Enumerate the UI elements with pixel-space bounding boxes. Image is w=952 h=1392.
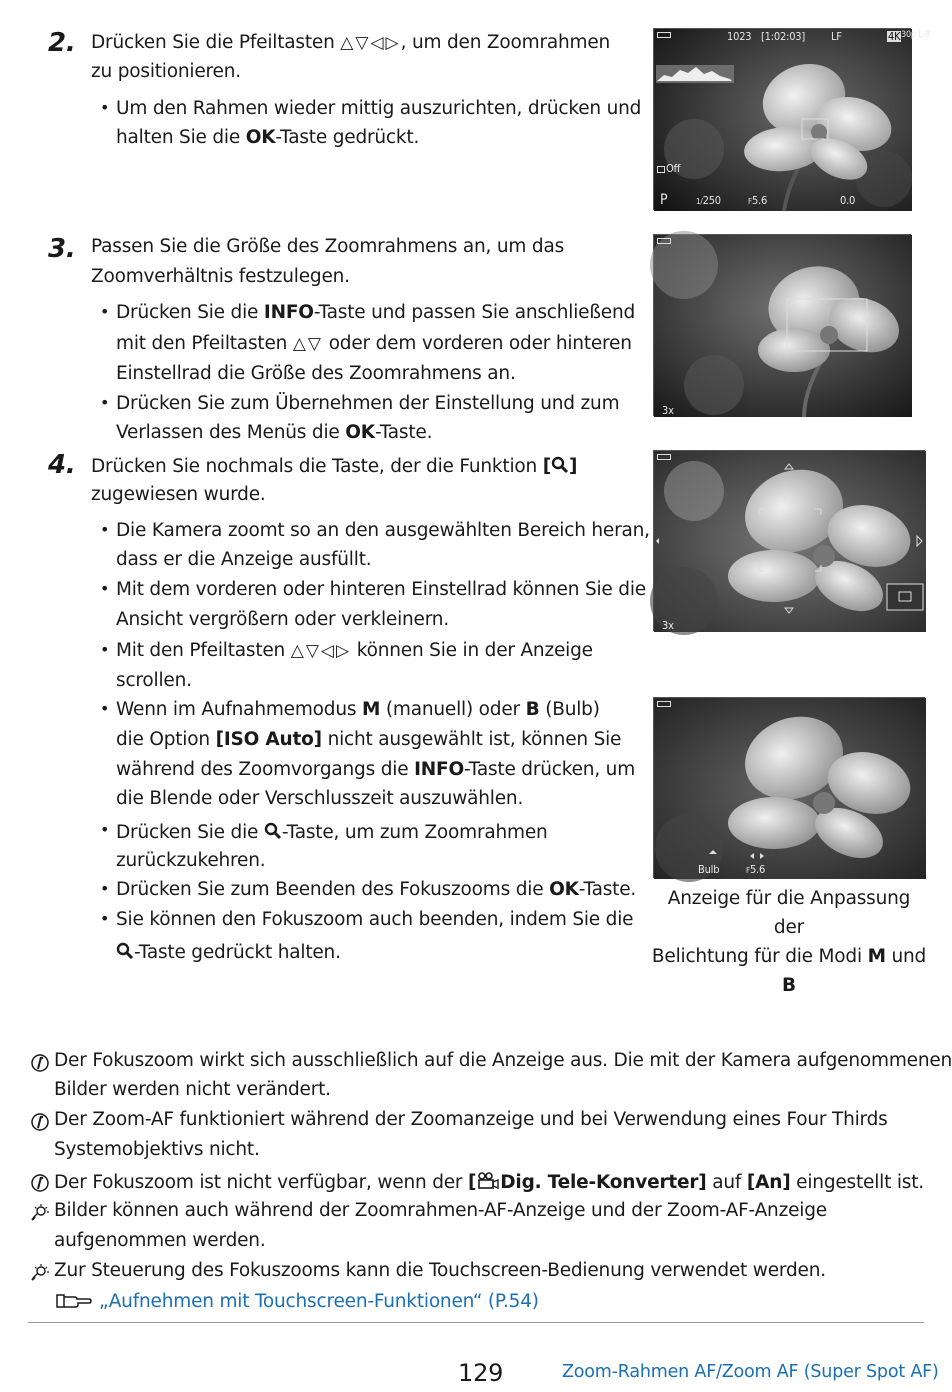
- page-number: 129: [458, 1359, 504, 1387]
- step-4-bullet-5: • Drücken Sie die -Taste, um zum Zoomrahmen: [116, 822, 548, 843]
- step-4-bullet-7-cont: -Taste gedrückt halten.: [116, 942, 341, 963]
- tip-icon: [30, 1263, 50, 1283]
- note-3: Der Fokuszoom ist nicht verfügbar, wenn der [ Dig. Tele-Konverter] auf [An] eingestellt ist.: [54, 1172, 924, 1193]
- camera-screen-zoomed: [653, 450, 925, 631]
- battery-icon: [657, 454, 671, 460]
- aperture-value: F5.6: [746, 863, 766, 876]
- step-4-bullet-4-cont3: die Blende oder Verschlusszeit auszuwählen.: [116, 788, 524, 809]
- caution-icon: [30, 1053, 50, 1073]
- step-4-bullet-3: • Mit den Pfeiltasten △▽◁▷ können Sie in der Anzeige: [116, 642, 593, 661]
- reference-hand-icon: [56, 1292, 92, 1310]
- tip-2: Zur Steuerung des Fokuszooms kann die Touchscreen-Bedienung verwendet werden.: [54, 1260, 826, 1281]
- step-4-bullet-5-cont: zurückzukehren.: [116, 850, 266, 871]
- stabilizer-icon: [657, 166, 665, 173]
- magnify-icon: [551, 456, 569, 474]
- arrow-keys-icon: △▽◁▷: [290, 641, 352, 661]
- battery-icon: [657, 32, 671, 38]
- stabilizer-off-indicator: Off: [657, 163, 680, 174]
- shooting-mode: P: [660, 192, 668, 208]
- note-2-line-2: Systemobjektivs nicht.: [54, 1139, 260, 1160]
- caution-icon: [30, 1173, 50, 1193]
- footer-divider: [28, 1322, 924, 1323]
- exposure-compensation: 0.0: [840, 194, 856, 207]
- step-3-line-1: Passen Sie die Größe des Zoomrahmens an, um das: [91, 236, 565, 257]
- step-2-bullet-1: • Um den Rahmen wieder mittig auszurichten, drücken und: [116, 100, 641, 119]
- camera-screen-exposure: [653, 697, 925, 878]
- shutter-speed: 1/250: [696, 194, 721, 207]
- aperture-value: F5.6: [748, 194, 768, 207]
- camera-screen-zoom-frame: [653, 28, 931, 210]
- step-number-2: 2.: [48, 28, 76, 58]
- recording-time: [1:02:03]: [761, 30, 806, 43]
- step-4-bullet-7: • Sie können den Fokuszoom auch beenden, indem Sie die: [116, 911, 633, 930]
- tip-1-line-1: Bilder können auch während der Zoomrahmen-AF-Anzeige und der Zoom-AF-Anzeige: [54, 1200, 827, 1221]
- section-title[interactable]: Zoom-Rahmen AF/Zoom AF (Super Spot AF): [562, 1362, 939, 1382]
- bulb-indicator: Bulb: [698, 863, 720, 876]
- battery-icon: [657, 238, 671, 244]
- image-quality: LF: [831, 30, 842, 43]
- touchscreen-reference-link[interactable]: „Aufnehmen mit Touchscreen-Funktionen“ (P.54): [99, 1291, 539, 1312]
- step-2-bullet-1-cont: halten Sie die OK-Taste gedrückt.: [116, 127, 420, 148]
- zoom-ratio: 3x: [662, 619, 674, 632]
- step-4-bullet-1: • Die Kamera zoomt so an den ausgewählten Bereich heran,: [116, 522, 650, 541]
- step-number-3: 3.: [48, 234, 76, 264]
- arrow-keys-icon: △▽: [292, 334, 323, 354]
- caution-icon: [30, 1112, 50, 1132]
- step-4-bullet-4-cont: die Option [ISO Auto] nicht ausgewählt ist, können Sie: [116, 729, 622, 750]
- note-2-line-1: Der Zoom-AF funktioniert während der Zoomanzeige und bei Verwendung eines Four Thirds: [54, 1109, 888, 1130]
- step-3-line-2: Zoomverhältnis festzulegen.: [91, 266, 350, 287]
- step-4-bullet-4: • Wenn im Aufnahmemodus M (manuell) oder B (Bulb): [116, 701, 600, 720]
- movie-camera-icon: [476, 1172, 500, 1190]
- shot-count: 1023: [727, 30, 752, 43]
- magnify-icon: [116, 942, 134, 960]
- step-2-line-1: Drücken Sie die Pfeiltasten △▽◁▷, um den Zoomrahmen: [91, 32, 611, 53]
- step-4-bullet-3-cont: scrollen.: [116, 670, 192, 691]
- battery-icon: [657, 701, 671, 707]
- flower-photo: [654, 29, 912, 211]
- step-3-bullet-1-cont: mit den Pfeiltasten △▽ oder dem vorderen oder hinteren: [116, 333, 632, 354]
- flower-photo: [654, 698, 926, 879]
- step-3-bullet-1-cont2: Einstellrad die Größe des Zoomrahmens an.: [116, 363, 516, 384]
- flower-photo: [654, 235, 912, 417]
- screen-caption: Anzeige für die Anpassung der Belichtung für die Modi M und B: [651, 888, 927, 996]
- video-quality-badge: 4K: [888, 30, 901, 43]
- arrow-keys-icon: △▽◁▷: [340, 33, 401, 53]
- video-frame-rate: 30p L-8: [901, 30, 931, 40]
- step-4-bullet-1-cont: dass er die Anzeige ausfüllt.: [116, 549, 372, 570]
- zoom-ratio: 3x: [662, 404, 674, 417]
- step-4-bullet-6: • Drücken Sie zum Beenden des Fokuszooms die OK-Taste.: [116, 881, 636, 900]
- tip-icon: [30, 1203, 50, 1223]
- note-1-line-2: Bilder werden nicht verändert.: [54, 1079, 331, 1100]
- step-4-bullet-2-cont: Ansicht vergrößern oder verkleinern.: [116, 609, 450, 630]
- step-4-bullet-4-cont2: während des Zoomvorgangs die INFO-Taste drücken, um: [116, 759, 636, 780]
- step-4-bullet-2: • Mit dem vorderen oder hinteren Einstellrad können Sie die: [116, 581, 646, 600]
- flower-photo: [654, 451, 926, 632]
- tip-1-line-2: aufgenommen werden.: [54, 1230, 266, 1251]
- step-2-line-2: zu positionieren.: [91, 61, 241, 82]
- step-3-bullet-2-cont: Verlassen des Menüs die OK-Taste.: [116, 422, 433, 443]
- step-number-4: 4.: [48, 450, 76, 480]
- step-4-line-2: zugewiesen wurde.: [91, 484, 266, 505]
- note-1-line-1: Der Fokuszoom wirkt sich ausschließlich auf die Anzeige aus. Die mit der Kamera aufgenommenen: [54, 1050, 952, 1071]
- magnify-icon: [264, 822, 282, 840]
- camera-screen-frame-size: [653, 234, 911, 416]
- step-3-bullet-2: • Drücken Sie zum Übernehmen der Einstellung und zum: [116, 395, 619, 414]
- step-4-line-1: Drücken Sie nochmals die Taste, der die Funktion [ ]: [91, 456, 578, 477]
- step-3-bullet-1: • Drücken Sie die INFO-Taste und passen Sie anschließend: [116, 304, 635, 323]
